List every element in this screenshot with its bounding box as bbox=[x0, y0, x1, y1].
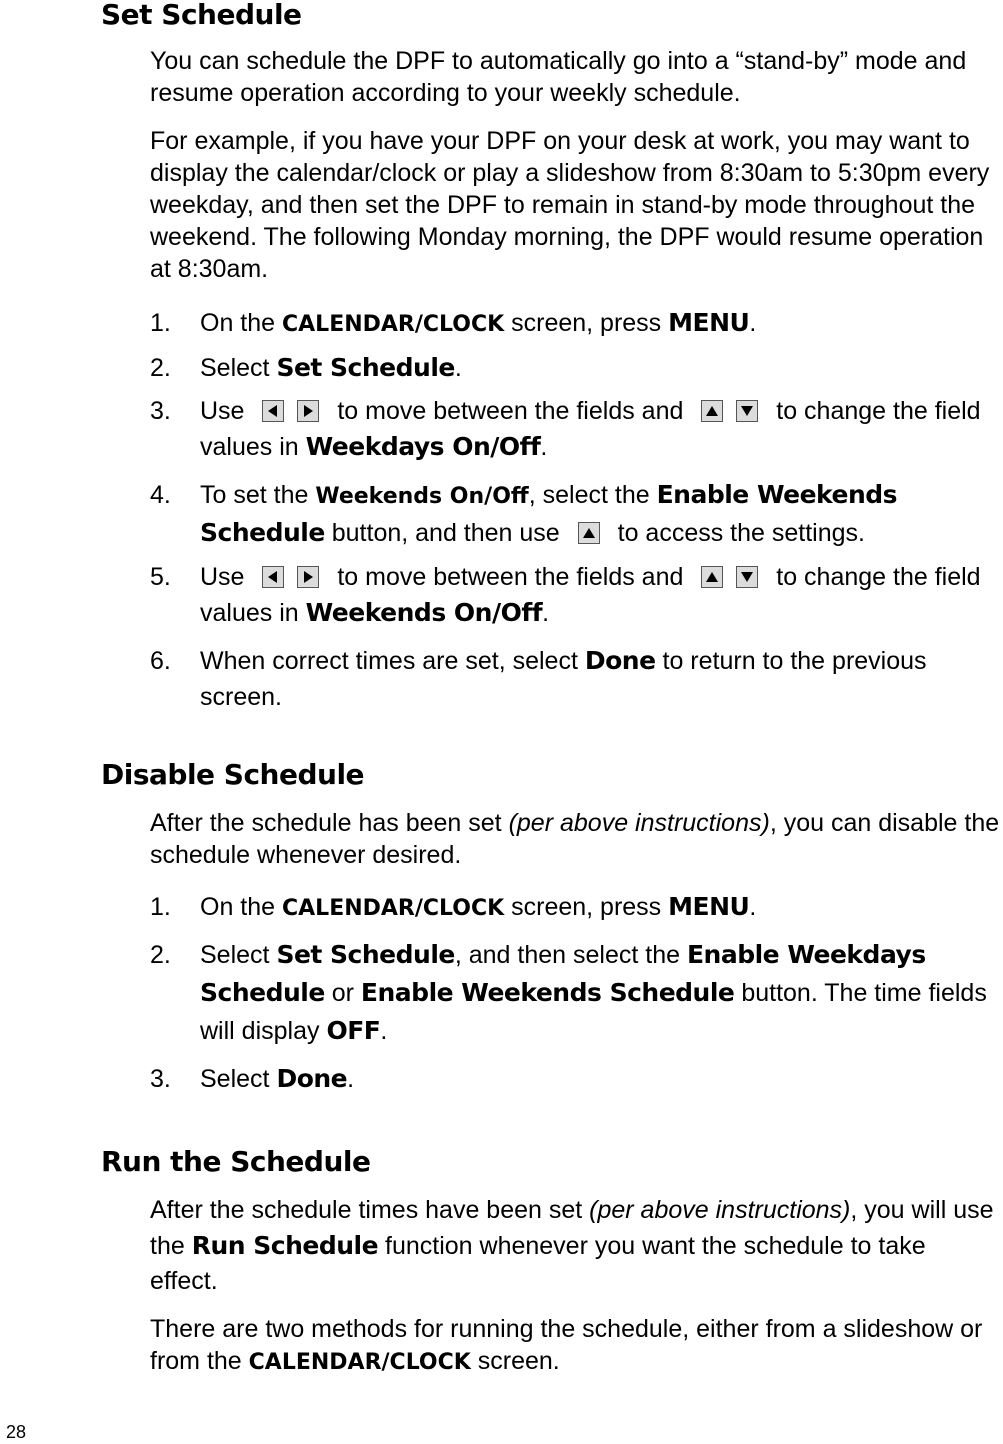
run-schedule-intro: After the schedule times have been set (per above instructions), you will use the Run Schedule function whenever you want the schedule to take effect. bbox=[150, 1196, 994, 1295]
up-arrow-key-icon bbox=[578, 522, 600, 544]
up-arrow-key-icon bbox=[701, 566, 723, 588]
down-arrow-key-icon bbox=[736, 400, 758, 422]
disable-schedule-heading: Disable Schedule bbox=[101, 758, 365, 791]
run-schedule-methods: There are two methods for running the schedule, either from a slideshow or from the CALENDAR/CLOCK screen. bbox=[150, 1315, 983, 1375]
up-arrow-key-icon bbox=[701, 400, 723, 422]
down-arrow-key-icon bbox=[736, 566, 758, 588]
run-schedule-heading: Run the Schedule bbox=[101, 1145, 371, 1178]
set-schedule-heading: Set Schedule bbox=[101, 0, 302, 31]
left-arrow-key-icon bbox=[262, 566, 284, 588]
right-arrow-key-icon bbox=[297, 400, 319, 422]
right-arrow-key-icon bbox=[297, 566, 319, 588]
left-arrow-key-icon bbox=[262, 400, 284, 422]
set-schedule-intro: You can schedule the DPF to automatically go into a “stand-by” mode and resume operation according to your weekly schedule. bbox=[150, 47, 967, 107]
set-schedule-example: For example, if you have your DPF on your desk at work, you may want to display the calendar/clock or play a slideshow from 8:30am to 5:30pm every weekday, and then set the DPF to remain in stand-by mode throughout the weekend. The following Monday morning, the DPF would resume operation at 8:30am. bbox=[150, 127, 990, 283]
manual-page: Set Schedule You can schedule the DPF to automatically go into a “stand-by” mode and resume operation according to your weekly schedule. For example, if you have your DPF on your desk at work, you may want to display the calendar/clock or play a slideshow from 8:30am to 5:30pm every weekday, and then set the DPF to remain in stand-by mode throughout the weekend. The following Monday morning, the DPF would resume operation at 8:30am. 1. On the CALENDAR/CLOCK screen, press MENU. 2. Select Set Schedule. 3. Use to move between the fields and to change the field values in Weekdays On/Off. 4. To set the Weekends On/Off, select the Enable Weekends Schedule button, and then use to access the settings. 5. Use to move between the fields and to change the field values in Weekends On/Off. 6. When correct times are set, select Done to return to the previous screen. Disable Schedule After the schedule has been set (per above instructions), you can disable the schedule whenever desired. 1. On the CALENDAR/CLOCK screen, press MENU. 2. Select Set Schedule, and then select the Enable Weekdays Schedule or Enable Weekends Schedule button. The time fields will display OFF. 3. Select Done. Run the Schedule After the schedule times have been set (per above instructions), you will use the Run Schedule function whenever you want the schedule to take effect. There are two methods for running the schedule, either from a slideshow or from the CALENDAR/CLOCK screen. 28 bbox=[6, 0, 1000, 1442]
disable-schedule-intro: After the schedule has been set (per above instructions), you can disable the schedule whenever desired. bbox=[150, 809, 1000, 869]
page-number: 28 bbox=[6, 1422, 27, 1442]
